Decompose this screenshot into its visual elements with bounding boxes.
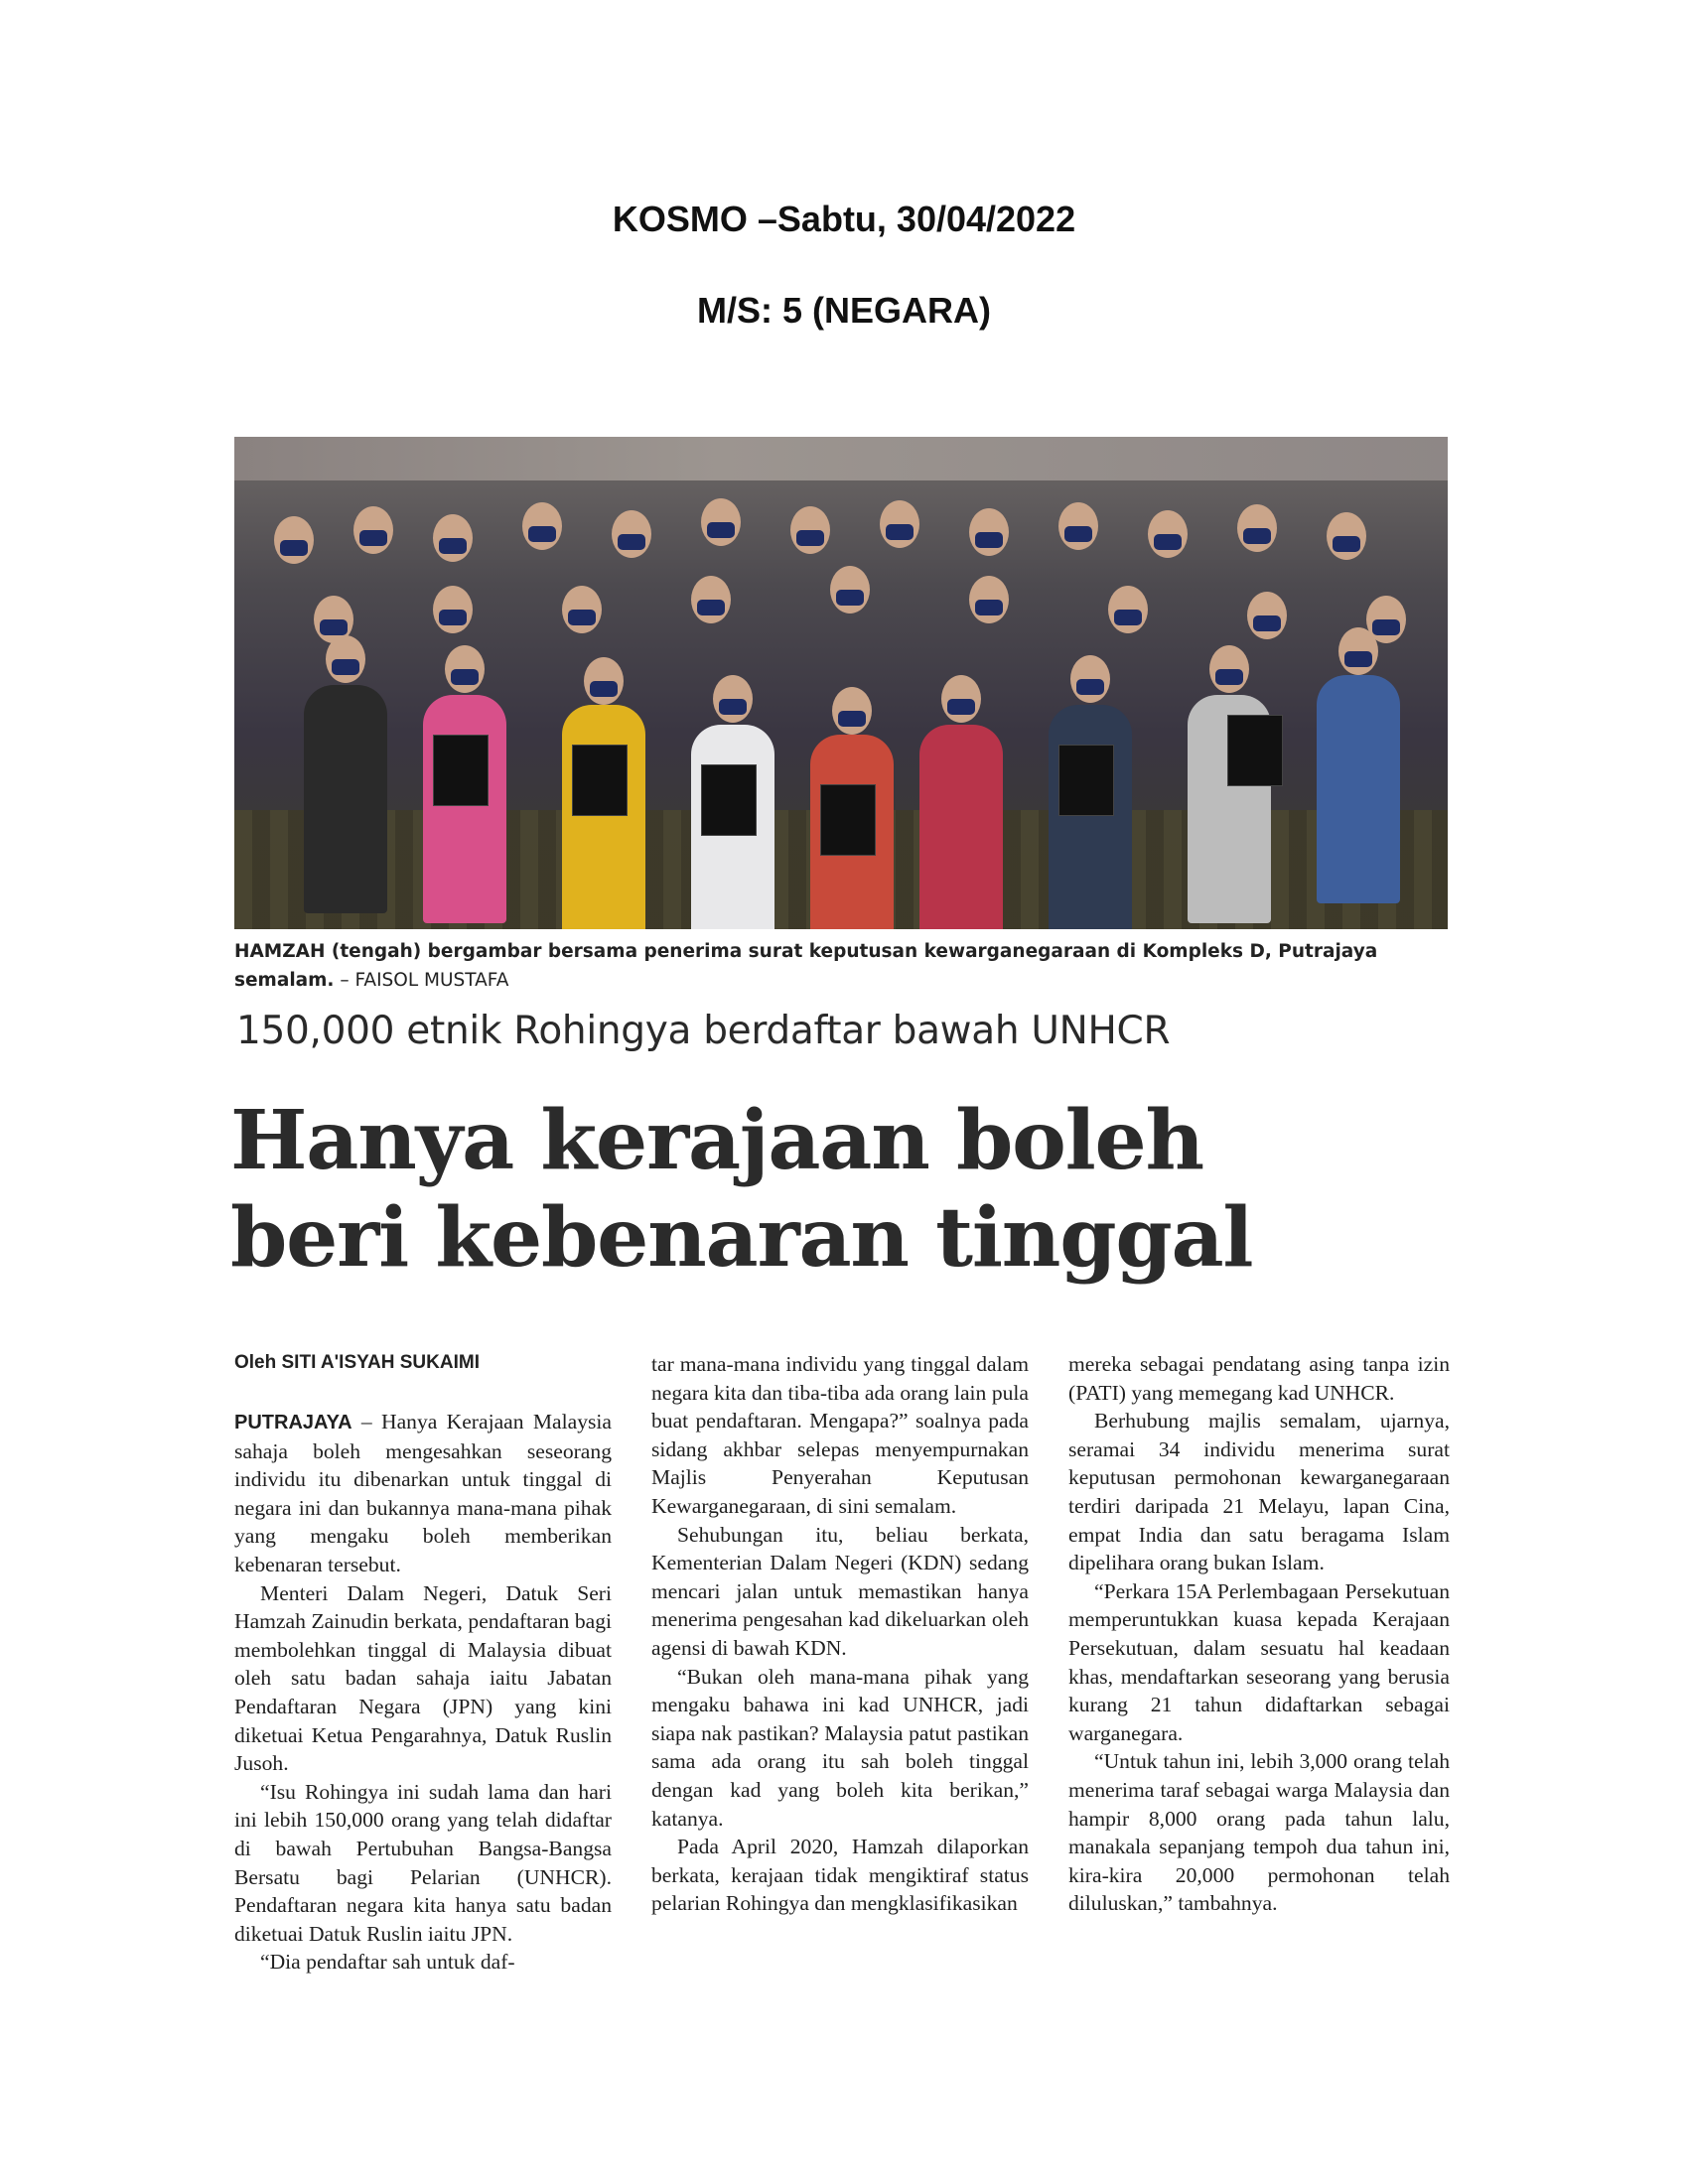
certificate-folder [1058, 745, 1114, 816]
photo-person [612, 510, 651, 558]
photo-backdrop-banner [234, 437, 1448, 480]
photo-person [969, 576, 1009, 623]
photo-person [1070, 655, 1110, 703]
photo-person [433, 514, 473, 562]
photo-person [691, 576, 731, 623]
photo-person [1327, 512, 1366, 560]
publication-title: KOSMO –Sabtu, 30/04/2022 [612, 199, 1076, 239]
article-paragraph: “Untuk tahun ini, lebih 3,000 orang telah menerima taraf sebagai warga Malaysia dan hampir 8,000 orang pada tahun lalu, manakala sepanjang tempoh dua tahun ini, kira-kira 20,000 permohonan telah diluluskan,” tambahnya. [1068, 1749, 1450, 1916]
headline-line: beri kebenaran tinggal [230, 1190, 1253, 1286]
photo-person [353, 506, 393, 554]
photo-person [1058, 502, 1098, 550]
photo-person [522, 502, 562, 550]
photo-person [562, 705, 645, 929]
photo-person [830, 566, 870, 614]
article-paragraph: Pada April 2020, Hamzah dilaporkan berkata, kerajaan tidak mengiktiraf status pelarian Rohingya dan mengklasifikasikan [651, 1835, 1029, 1916]
photo-person [1317, 675, 1400, 903]
article-column-3 [1068, 1350, 1450, 1918]
photo-person [713, 675, 753, 723]
article-paragraph: “Perkara 15A Perlembagaan Persekutuan memperuntukkan kuasa kepada Kerajaan Persekutuan, dalam sesuatu hal keadaan khas, mendaftarkan seseorang yang berusia kurang 21 tahun didaftarkan sebagai warganegara. [1068, 1578, 1450, 1745]
photo-person [880, 500, 919, 548]
photo-person [326, 635, 365, 683]
photo-person [1049, 705, 1132, 929]
article-paragraph: Berhubung majlis semalam, ujarnya, seramai 34 individu menerima surat keputusan permohonan kewarganegaraan terdiri daripada 21 Melayu, lapan Cina, empat India dan satu beragama Islam dipelihara orang bukan Islam. [1068, 1409, 1450, 1575]
photo-person [1209, 645, 1249, 693]
article-paragraph: “Isu Rohingya ini sudah lama dan hari ini lebih 150,000 orang yang telah didaftar di bawah Pertubuhan Bangsa-Bangsa Bersatu bagi Pelarian (UNHCR). Pendaftaran negara kita hanya satu badan diketuai Datuk Ruslin iaitu JPN. [234, 1779, 612, 1946]
certificate-folder [701, 764, 757, 836]
article-paragraph: PUTRAJAYA – Hanya Kerajaan Malaysia sahaja boleh mengesahkan seseorang individu itu dibenarkan untuk tinggal di negara ini dan bukannya mana-mana pihak yang mengaku boleh memberikan kebenaran tersebut. [234, 1410, 612, 1576]
article-paragraph: mereka sebagai pendatang asing tanpa izin (PATI) yang memegang kad UNHCR. [1068, 1352, 1450, 1405]
article-paragraph: “Dia pendaftar sah untuk daf- [260, 1950, 515, 1975]
certificate-folder [1227, 715, 1283, 786]
certificate-folder [820, 784, 876, 856]
caption-text: HAMZAH (tengah) bergambar bersama penerima surat keputusan kewarganegaraan di Kompleks D, Putrajaya semalam. [234, 941, 1378, 991]
article-paragraph: tar mana-mana individu yang tinggal dalam negara kita dan tiba-tiba ada orang lain pula buat pendaftaran. Mengapa?” soalnya pada sidang akhbar selepas menyempurnakan Majlis Penyerahan Keputusan Kewarganegaraan, di sini semalam. [651, 1352, 1029, 1518]
photo-person [304, 685, 387, 913]
article-kicker: 150,000 etnik Rohingya berdaftar bawah UNHCR [236, 1009, 1171, 1053]
photo-person [445, 645, 485, 693]
photo-person [701, 498, 741, 546]
photo-person [1338, 627, 1378, 675]
photo-person [562, 586, 602, 633]
article-headline [230, 1092, 1472, 1287]
photo-person [790, 506, 830, 554]
photo-person [423, 695, 506, 923]
page-section: M/S: 5 (NEGARA) [697, 290, 991, 331]
certificate-folder [572, 745, 628, 816]
article-paragraph: Menteri Dalam Negeri, Datuk Seri Hamzah Zainudin berkata, pendaftaran bagi membolehkan tinggal di Malaysia dibuat oleh satu badan sahaja iaitu Jabatan Pendaftaran Negara (JPN) yang kini diketuai Ketua Pengarahnya, Datuk Ruslin Jusoh. [234, 1580, 612, 1776]
photo-person [1247, 592, 1287, 639]
photo-person [274, 516, 314, 564]
photo-caption [234, 937, 1448, 995]
photo-person [832, 687, 872, 735]
dateline: PUTRAJAYA [234, 1412, 352, 1433]
photo-person [584, 657, 624, 705]
article-paragraph: “Bukan oleh mana-mana pihak yang mengaku bahawa ini kad UNHCR, jadi siapa nak pastikan? Malaysia patut pastikan sama ada orang itu sah boleh tinggal dengan kad yang boleh kita berikan,” katanya. [651, 1664, 1029, 1831]
photo-person [433, 586, 473, 633]
headline-line: Hanya kerajaan boleh [230, 1093, 1203, 1188]
photo-person [941, 675, 981, 723]
photo-person [919, 725, 1003, 929]
article-column-1 [234, 1408, 612, 1977]
photo-person [1108, 586, 1148, 633]
article-paragraph: Sehubungan itu, beliau berkata, Kementerian Dalam Negeri (KDN) sedang mencari jalan untuk memastikan hanya menerima pengesahan kad dikeluarkan oleh agensi di bawah KDN. [651, 1522, 1029, 1660]
photo-credit: – FAISOL MUSTAFA [334, 970, 509, 991]
photo-person [1148, 510, 1188, 558]
certificate-folder [433, 735, 489, 806]
photo-person [1237, 504, 1277, 552]
article-photo [234, 437, 1448, 929]
photo-person [969, 508, 1009, 556]
article-column-2 [651, 1350, 1029, 1918]
article-byline: Oleh SITI A'ISYAH SUKAIMI [234, 1352, 480, 1373]
